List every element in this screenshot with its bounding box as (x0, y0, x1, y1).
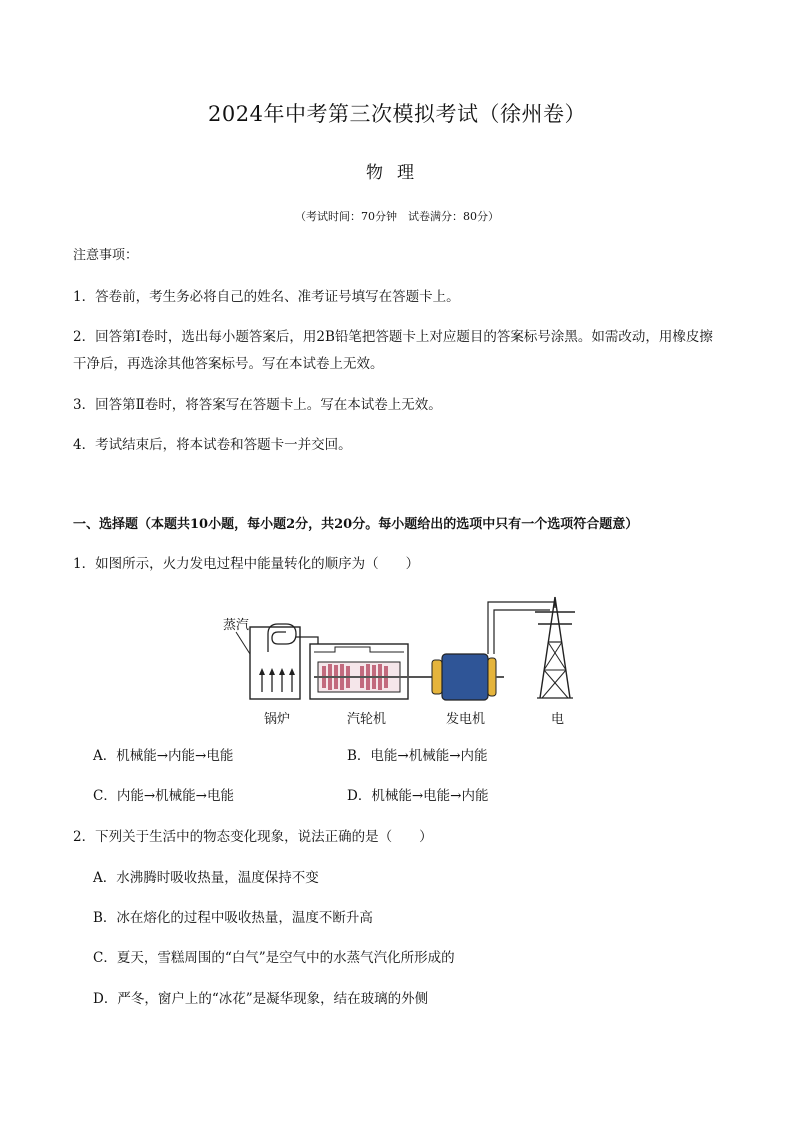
label-turbine: 汽轮机 (347, 712, 387, 727)
generator-icon (432, 654, 504, 700)
label-steam: 蒸汽 (223, 618, 250, 633)
question-2-stem: 2．下列关于生活中的物态变化现象，说法正确的是（ ） (73, 829, 433, 845)
note-item-2: 2．回答第Ⅰ卷时，选出每小题答案后，用2B铅笔把答题卡上对应题目的答案标号涂黑。如需改动，用橡皮擦干净后，再选涂其他答案标号。写在本试卷上无效。 (73, 329, 713, 372)
q1-option-c: C．内能→机械能→电能 (93, 788, 234, 804)
q1-option-d: D．机械能→电能→内能 (347, 788, 489, 804)
label-boiler: 锅炉 (264, 712, 291, 727)
q2-option-b: B．冰在熔化的过程中吸收热量，温度不断升高 (93, 910, 373, 926)
notes-heading: 注意事项： (73, 248, 139, 263)
note-item-3: 3．回答第Ⅱ卷时，将答案写在答题卡上。写在本试卷上无效。 (73, 397, 442, 413)
question-1-stem: 1．如图所示，火力发电过程中能量转化的顺序为（ ） (73, 556, 420, 572)
label-electricity: 电 (551, 712, 565, 727)
label-generator: 发电机 (446, 712, 486, 727)
transmission-tower-icon (535, 597, 575, 698)
turbine-icon (310, 644, 432, 699)
exam-info: （考试时间：70分钟 试卷满分：80分） (295, 210, 499, 223)
q2-option-d: D．严冬，窗户上的“冰花”是凝华现象，结在玻璃的外侧 (93, 991, 429, 1007)
note-item-1: 1．答卷前，考生务必将自己的姓名、准考证号填写在答题卡上。 (73, 289, 460, 305)
note-item-4: 4．考试结束后，将本试卷和答题卡一并交回。 (73, 437, 352, 453)
boiler-icon (236, 624, 300, 699)
section-heading: 一、选择题（本题共10小题，每小题2分，共20分。每小题给出的选项中只有一个选项符合题意） (73, 517, 639, 532)
q2-option-c: C．夏天，雪糕周围的“白气”是空气中的水蒸气汽化所形成的 (93, 950, 455, 966)
q1-option-a: A．机械能→内能→电能 (93, 748, 234, 764)
q1-option-b: B．电能→机械能→内能 (347, 748, 488, 764)
q2-option-a: A．水沸腾时吸收热量，温度保持不变 (93, 870, 319, 886)
exam-title: 2024年中考第三次模拟考试（徐州卷） (208, 102, 586, 126)
subject-title: 物理 (366, 163, 428, 183)
